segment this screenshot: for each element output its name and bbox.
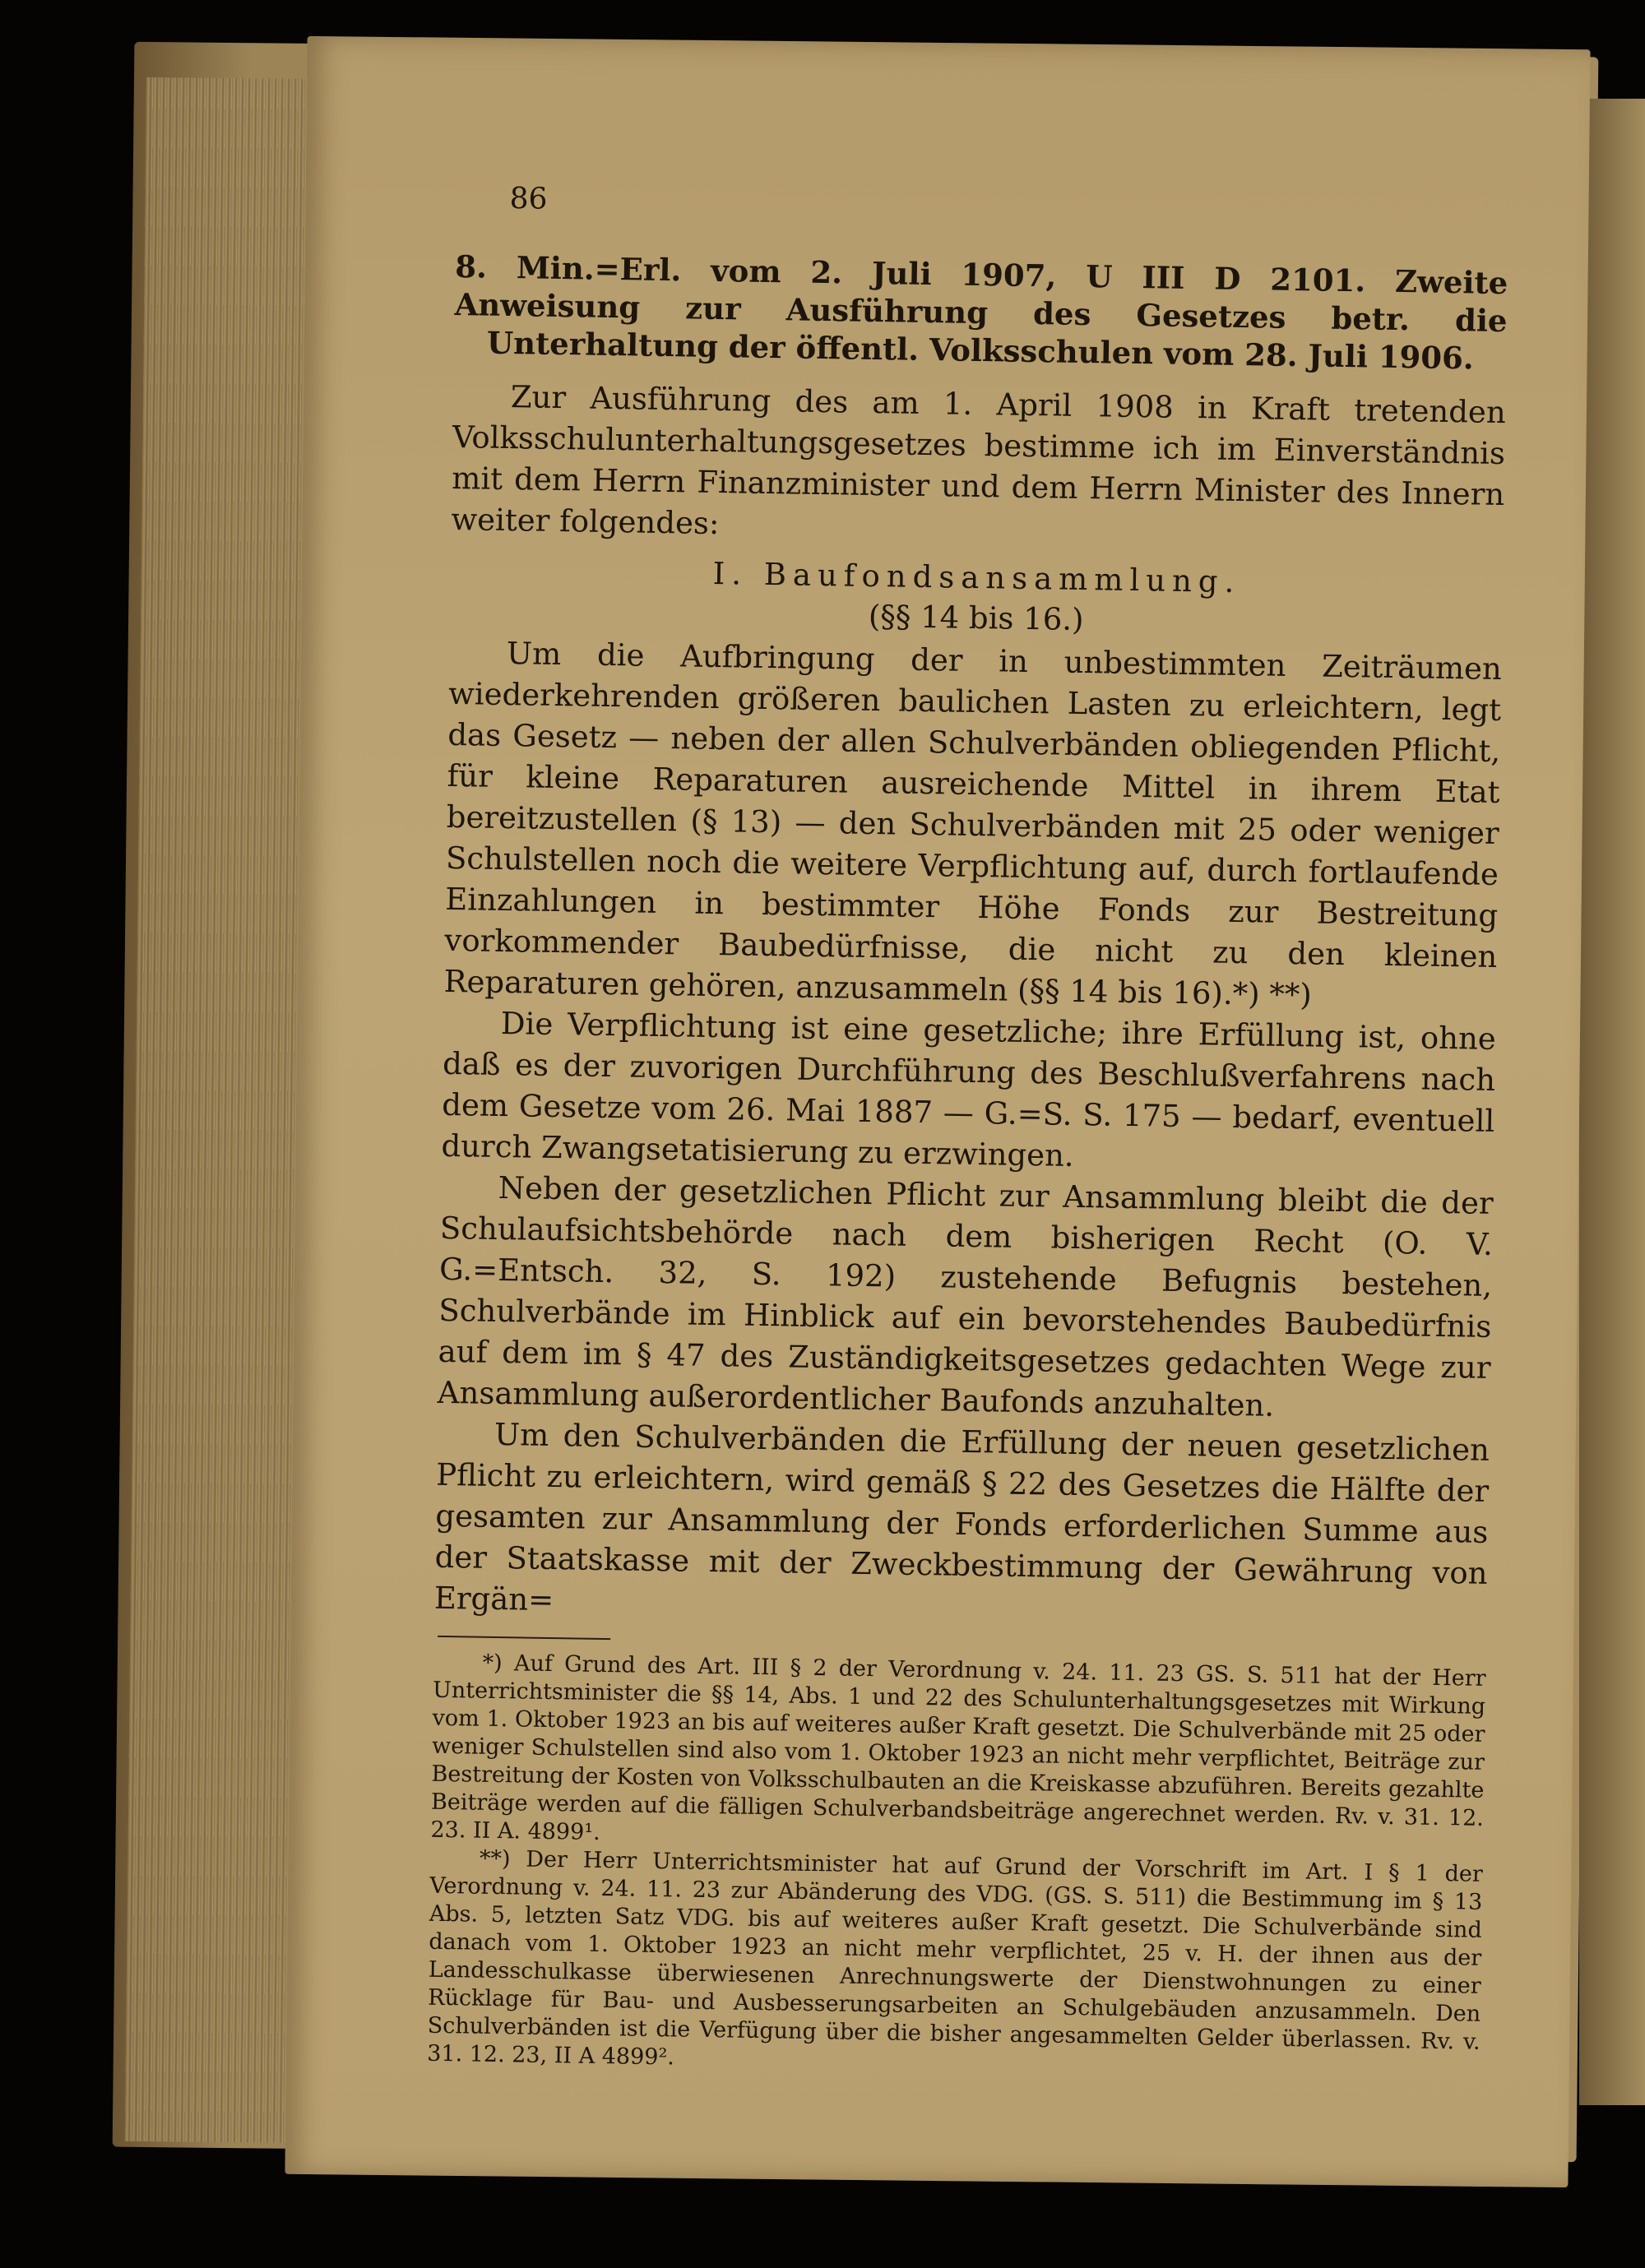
- page-content: [427, 181, 1509, 2085]
- footnote-divider: [438, 1636, 610, 1640]
- body-paragraph: Neben der gesetzlichen Pflicht zur Ansammlung bleibt die der Schulaufsichtsbehörde nach dem bisherigen Recht (O. V. G.=Entsch. 32, S. 192) zustehende Befugnis bestehen, Schulverbände im Hinblick auf ein bevorstehendes Baubedürfnis auf dem im § 47 des Zuständigkeitsgesetzes gedachten Wege zur Ansammlung außerordentlicher Baufonds anzuhalten.: [437, 1169, 1494, 1423]
- footnote: **) Der Herr Unterrichtsminister hat auf Grund der Vorschrift im Art. I § 1 der Verordnung v. 24. 11. 23 zur Abänderung des VDG. (GS. S. 511) die Bestimmung im § 13 Abs. 5, letzten Satz VDG. bis auf weiteres außer Kraft gesetzt. Die Schulverbände sind danach vom 1. Oktober 1923 an nicht mehr verpflichtet, 25 v. H. der ihnen aus der Landesschulkasse überwiesenen Anrechnungswerte der Dienstwohnungen zu einer Rücklage für Bau- und Ausbesserungsarbeiten an Schulgebäuden anzusammeln. Den Schulverbänden ist die Verfügung über die bisher angesammelten Gelder überlassen. Rv. v. 31. 12. 23, II A 4899².: [426, 1845, 1484, 2071]
- footnote: *) Auf Grund des Art. III § 2 der Verordnung v. 24. 11. 23 GS. S. 511 hat der Herr Unterrichtsminister die §§ 14, Abs. 1 und 22 des Schulunterhaltungsgesetzes mit Wirkung vom 1. Oktober 1923 an bis auf weiteres außer Kraft gesetzt. Die Schulverbände mit 25 oder weniger Schulstellen sind also vom 1. Oktober 1923 an nicht mehr verpflichtet, Beiträge zur Bestreitung der Kosten von Volksschulbauten an die Kreiskasse abzuführen. Bereits gezahlte Beiträge werden auf die fälligen Schulverbandsbeiträge angerechnet werden. Rv. v. 31. 12. 23. II A. 4899¹.: [430, 1650, 1486, 1845]
- body-paragraph: Um den Schulverbänden die Erfüllung der neuen gesetzlichen Pflicht zu erleichtern, wird gemäß § 22 des Gesetzes die Hälfte der gesamten zur Ansammlung der Fonds erforderlichen Summe aus der Staatskasse mit der Zweckbestimmung der Gewährung von Ergän=: [433, 1416, 1490, 1618]
- section-subtitle: (§§ 14 bis 16.): [868, 598, 1084, 638]
- body-paragraph: Die Verpflichtung ist eine gesetzliche; ihre Erfüllung ist, ohne daß es der zuvorigen Durchführung des Beschlußverfahrens nach dem Gesetze vom 26. Mai 1887 — G.=S. S. 175 — bedarf, eventuell durch Zwangsetatisierung zu erzwingen.: [441, 1005, 1497, 1173]
- section-title: I. Baufondsansammlung.: [712, 555, 1241, 600]
- body-paragraph: Um die Aufbringung der in unbestimmten Zeiträumen wiederkehrenden größeren baulichen Lasten zu erleichtern, legt das Gesetz — neben der allen Schulverbänden obliegenden Pflicht, für kleine Reparaturen ausreichende Mittel in ihrem Etat bereitzustellen (§ 13) — den Schulverbänden mit 25 oder weniger Schulstellen noch die weitere Verpflichtung auf, durch fortlaufende Einzahlungen in bestimmter Höhe Fonds zur Bestreitung vorkommender Baubedürfnisse, die nicht zu den kleinen Reparaturen gehören, anzusammeln (§§ 14 bis 16).*) **): [443, 636, 1503, 1013]
- page-number: 86: [509, 182, 548, 216]
- facing-page-edge: [1579, 99, 1645, 2105]
- decree-heading: 8. Min.=Erl. vom 2. Juli 1907, U III D 2101. Zweite Anweisung zur Ausführung des Gesetzes betr. die Unterhaltung der öffentl. Volksschulen vom 28. Juli 1906.: [454, 248, 1508, 377]
- intro-paragraph: Zur Ausführung des am 1. April 1908 in Kraft tretenden Volksschulunterhaltungsgesetzes bestimme ich im Einverständnis mit dem Herrn Finanzminister und dem Herrn Minister des Innern weiter folgendes:: [451, 379, 1507, 542]
